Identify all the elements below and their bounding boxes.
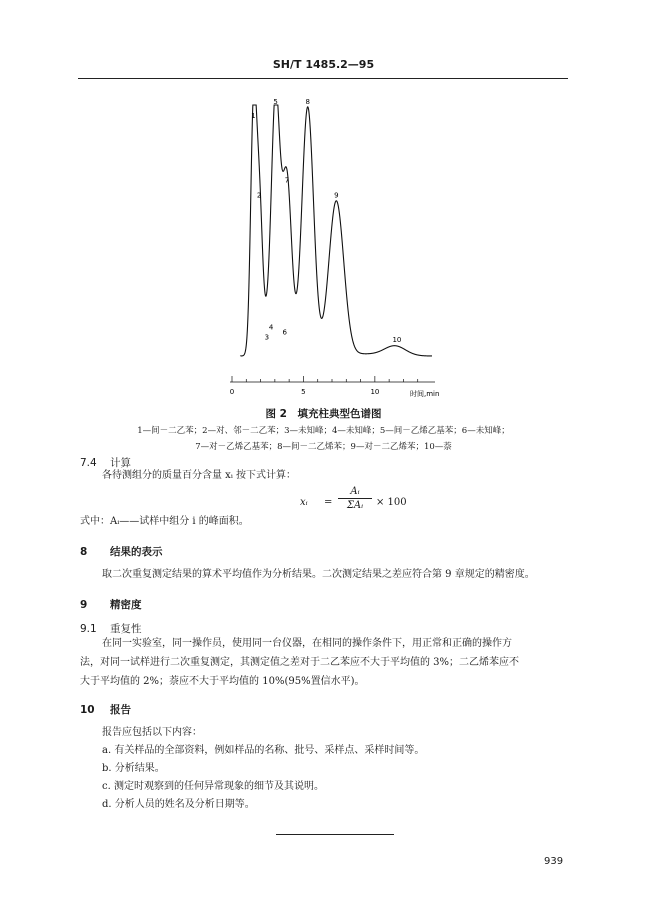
x-tick-group [230, 376, 418, 396]
section-title: 结果的表示 [110, 546, 163, 558]
section-number: 9 [80, 599, 88, 611]
figure-legend-line-1: 1—间－二乙苯；2—对、邻－二乙苯；3—未知峰；4—未知峰；5—间－乙烯乙基苯；6—未知峰； [137, 426, 510, 436]
peak-label-group [251, 98, 401, 344]
fraction-bar [338, 498, 372, 499]
report-item-c: c. 测定时观察到的任何异常现象的细节及其说明。 [102, 781, 324, 792]
chromatogram-chart [220, 95, 460, 400]
section-number: 10 [80, 704, 95, 716]
section-title: 重复性 [110, 623, 142, 635]
repeatability-line-1: 在同一实验室，同一操作员，使用同一台仪器，在相同的操作条件下，用正常和正确的操作方 [102, 638, 512, 649]
header-rule [78, 78, 568, 79]
x-axis-label: 时间,min [410, 390, 440, 398]
repeatability-line-2: 法，对同一试样进行二次重复测定，其测定值之差对于二乙苯应不大于平均值的 3%；二乙烯苯应不 [80, 657, 520, 668]
section-8-body: 取二次重复测定结果的算术平均值作为分析结果。二次测定结果之差应符合第 9 章规定的精密度。 [102, 569, 535, 580]
peak-label-5: 5 [273, 98, 278, 106]
formula-lhs: xᵢ [300, 497, 308, 508]
formula-where-clause: 式中：Aᵢ——试样中组分 i 的峰面积。 [80, 516, 249, 527]
section-title: 精密度 [110, 599, 142, 611]
figure-title: 图 2 填充柱典型色谱图 [265, 408, 382, 420]
mass-fraction-formula [300, 486, 460, 526]
report-item-b: b. 分析结果。 [102, 763, 165, 774]
formula-equals: = [324, 497, 333, 508]
peak-label-9: 9 [334, 191, 339, 200]
report-item-a: a. 有关样品的全部资料，例如样品的名称、批号、采样点、采样时间等。 [102, 745, 425, 756]
peak-label-10: 10 [392, 336, 402, 344]
formula-fraction [338, 486, 372, 511]
report-intro: 报告应包括以下内容： [102, 727, 202, 738]
section-title: 计算 [110, 457, 131, 469]
section-number: 9.1 [80, 623, 97, 635]
x-tick-label-0: 0 [229, 388, 235, 396]
figure-legend-line-2: 7—对－乙烯乙基苯；8—间－二乙烯苯；9—对－二乙烯苯；10—萘 [195, 442, 452, 452]
footer-rule [276, 834, 394, 835]
peak-label-4: 4 [268, 323, 274, 332]
peak-label-2: 2 [256, 191, 262, 200]
peak-label-1: 1 [251, 111, 256, 120]
section-9-heading [80, 597, 142, 612]
peak-label-8: 8 [305, 98, 310, 106]
section-8-heading [80, 544, 163, 559]
section-number: 7.4 [80, 457, 97, 469]
formula-numerator: Aᵢ [350, 486, 360, 497]
peak-label-3: 3 [264, 333, 270, 342]
section-number: 8 [80, 546, 88, 558]
calc-intro: 各待测组分的质量百分含量 xᵢ 按下式计算： [102, 470, 297, 481]
report-item-d: d. 分析人员的姓名及分析日期等。 [102, 799, 255, 810]
peak-label-7: 7 [284, 176, 290, 185]
chromatogram-trace [241, 105, 432, 356]
repeatability-line-3: 大于平均值的 2%；萘应不大于平均值的 10%(95%置信水平)。 [80, 676, 365, 687]
x-tick-label-10: 10 [370, 388, 380, 396]
formula-denominator: ΣAᵢ [346, 500, 364, 511]
page-number: 939 [544, 856, 564, 867]
peak-label-6: 6 [282, 328, 287, 337]
formula-tail: × 100 [376, 497, 407, 508]
section-title: 报告 [110, 704, 131, 716]
x-tick-label-5: 5 [301, 388, 306, 396]
standard-number-header: SH/T 1485.2—95 [272, 58, 375, 71]
section-10-heading [80, 702, 131, 717]
